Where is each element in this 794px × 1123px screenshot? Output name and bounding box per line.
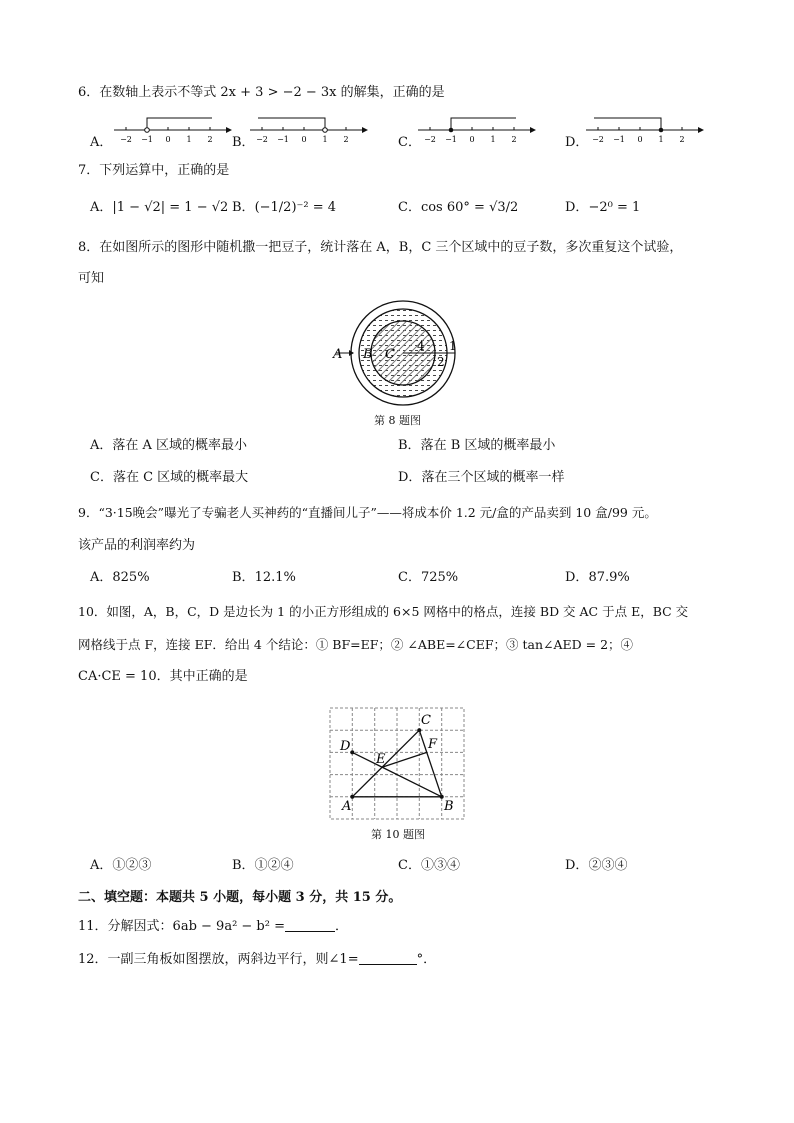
q6-option-d-numberline bbox=[586, 112, 706, 146]
tick: −1 bbox=[613, 135, 625, 144]
q8-stem-line2: 可知 bbox=[78, 271, 105, 286]
option-text: 825% bbox=[112, 570, 150, 585]
tick: −2 bbox=[592, 135, 604, 144]
q10-option-c bbox=[398, 857, 460, 875]
q7-option-b bbox=[232, 199, 336, 217]
option-label: D． bbox=[565, 570, 589, 585]
q12 bbox=[78, 951, 436, 969]
tick: 2 bbox=[679, 135, 685, 144]
q9-stem-line1: 9．“3·15晚会”曝光了专骗老人买神药的“直播间儿子”——将成本价 1.2 元/盒的产品卖到 10 盒/99 元。 bbox=[78, 505, 657, 520]
tick: −2 bbox=[256, 135, 268, 144]
option-label: B． bbox=[398, 438, 421, 453]
q9-stem-line2: 该产品的利润率约为 bbox=[78, 538, 196, 553]
q10-stem-line2: 网格线于点 F，连接 EF．给出 4 个结论：① BF=EF；② ∠ABE=∠CEF；③ tan∠AED = 2；④ bbox=[78, 637, 634, 652]
q8-option-c bbox=[90, 469, 248, 487]
q7-option-d bbox=[565, 199, 640, 217]
q8-stem-line1: 8．在如图所示的图形中随机撒一把豆子，统计落在 A，B，C 三个区域中的豆子数，多次重复这个试验， bbox=[78, 240, 683, 255]
label-b: B bbox=[444, 799, 454, 814]
section-2-title: 二、填空题：本题共 5 小题，每小题 3 分，共 15 分。 bbox=[78, 890, 402, 905]
q10-figure bbox=[320, 700, 480, 825]
option-text: ②③④ bbox=[588, 858, 628, 873]
option-label: D． bbox=[565, 858, 589, 873]
q7-stem: 7．下列运算中，正确的是 bbox=[78, 163, 230, 178]
option-text: ①③④ bbox=[420, 858, 460, 873]
q10-stem-line1: 10．如图，A，B，C，D 是边长为 1 的小正方形组成的 6×5 网格中的格点，连接 BD 交 AC 于点 E，BC 交 bbox=[78, 604, 689, 619]
q9-option-a bbox=[90, 569, 150, 587]
option-text: −2⁰ = 1 bbox=[588, 200, 641, 215]
q6-option-c-numberline bbox=[418, 112, 538, 146]
q9-option-d bbox=[565, 569, 630, 587]
q10-caption: 第 10 题图 bbox=[371, 828, 425, 841]
q6-option-a-numberline bbox=[114, 112, 234, 146]
option-label: C． bbox=[90, 470, 113, 485]
option-text: 落在 C 区域的概率最大 bbox=[112, 470, 249, 485]
q8-figure bbox=[330, 298, 470, 408]
q6-option-c-label: C． bbox=[398, 135, 421, 150]
option-label: C． bbox=[398, 200, 421, 215]
q6-option-b-label: B． bbox=[232, 135, 255, 150]
tick: 0 bbox=[165, 135, 171, 144]
q6-option-d-label: D． bbox=[565, 135, 589, 150]
q7-option-a bbox=[90, 199, 228, 217]
label-a: A bbox=[333, 347, 343, 362]
option-text: 12.1% bbox=[254, 570, 296, 585]
tick: 2 bbox=[343, 135, 349, 144]
q6-option-a-label: A． bbox=[90, 135, 113, 150]
option-text: (−1/2)⁻² = 4 bbox=[254, 200, 337, 215]
option-label: D． bbox=[398, 470, 422, 485]
q12-suffix: °． bbox=[416, 952, 437, 967]
label-radius-4: 4 bbox=[417, 339, 425, 353]
option-text: ①②④ bbox=[254, 858, 294, 873]
tick: 0 bbox=[637, 135, 643, 144]
tick: 1 bbox=[322, 135, 328, 144]
q11 bbox=[78, 918, 348, 936]
option-text: 落在三个区域的概率一样 bbox=[421, 470, 565, 485]
q6-stem: 6．在数轴上表示不等式 2x + 3 > −2 − 3x 的解集，正确的是 bbox=[78, 85, 445, 100]
q6-option-b-numberline bbox=[250, 112, 370, 146]
option-label: B． bbox=[232, 570, 255, 585]
q10-option-b bbox=[232, 857, 294, 875]
q9-option-b bbox=[232, 569, 296, 587]
label-width-1: 1 bbox=[449, 339, 457, 353]
tick: 1 bbox=[658, 135, 664, 144]
tick: 0 bbox=[469, 135, 475, 144]
option-text: 725% bbox=[420, 570, 459, 585]
tick: −1 bbox=[277, 135, 289, 144]
label-d: D bbox=[340, 739, 351, 754]
q11-suffix: ． bbox=[335, 919, 349, 934]
segment-ac bbox=[352, 730, 419, 797]
option-label: C． bbox=[398, 858, 421, 873]
label-c: C bbox=[385, 347, 395, 362]
tick: 1 bbox=[490, 135, 496, 144]
option-label: B． bbox=[232, 858, 255, 873]
label-width-2: 2 bbox=[437, 355, 445, 369]
option-label: A． bbox=[90, 200, 113, 215]
tick: 2 bbox=[511, 135, 517, 144]
tick: 1 bbox=[186, 135, 192, 144]
tick: 2 bbox=[207, 135, 213, 144]
q11-answer-blank[interactable] bbox=[285, 919, 335, 932]
option-text: ①②③ bbox=[112, 858, 152, 873]
q11-prefix: 11．分解因式：6ab − 9a² − b² = bbox=[78, 919, 285, 934]
q10-option-a bbox=[90, 857, 151, 875]
option-label: C． bbox=[398, 570, 421, 585]
q12-answer-blank[interactable] bbox=[359, 952, 417, 965]
option-label: A． bbox=[90, 858, 113, 873]
q8-option-a bbox=[90, 437, 247, 455]
option-label: D． bbox=[565, 200, 589, 215]
q7-option-c bbox=[398, 199, 518, 217]
q9-option-c bbox=[398, 569, 458, 587]
label-e: E bbox=[376, 752, 386, 767]
tick: −2 bbox=[120, 135, 132, 144]
q8-caption: 第 8 题图 bbox=[374, 414, 421, 427]
label-f: F bbox=[428, 737, 438, 752]
option-text: 落在 A 区域的概率最小 bbox=[112, 438, 248, 453]
option-label: A． bbox=[90, 570, 113, 585]
option-label: A． bbox=[90, 438, 113, 453]
q10-stem-line3: CA·CE = 10．其中正确的是 bbox=[78, 669, 248, 684]
tick: −1 bbox=[141, 135, 153, 144]
option-text: 落在 B 区域的概率最小 bbox=[420, 438, 556, 453]
option-text: 87.9% bbox=[588, 570, 630, 585]
label-b: B bbox=[363, 347, 373, 362]
tick: −1 bbox=[445, 135, 457, 144]
option-text: |1 − √2| = 1 − √2 bbox=[112, 200, 229, 215]
q12-prefix: 12．一副三角板如图摆放，两斜边平行，则∠1= bbox=[78, 952, 359, 967]
label-c: C bbox=[421, 713, 431, 728]
option-label: B． bbox=[232, 200, 255, 215]
option-text: cos 60° = √3/2 bbox=[420, 200, 519, 215]
q10-option-d bbox=[565, 857, 627, 875]
tick: 0 bbox=[301, 135, 307, 144]
label-a: A bbox=[342, 799, 352, 814]
tick: −2 bbox=[424, 135, 436, 144]
q8-option-d bbox=[398, 469, 564, 487]
q8-option-b bbox=[398, 437, 555, 455]
